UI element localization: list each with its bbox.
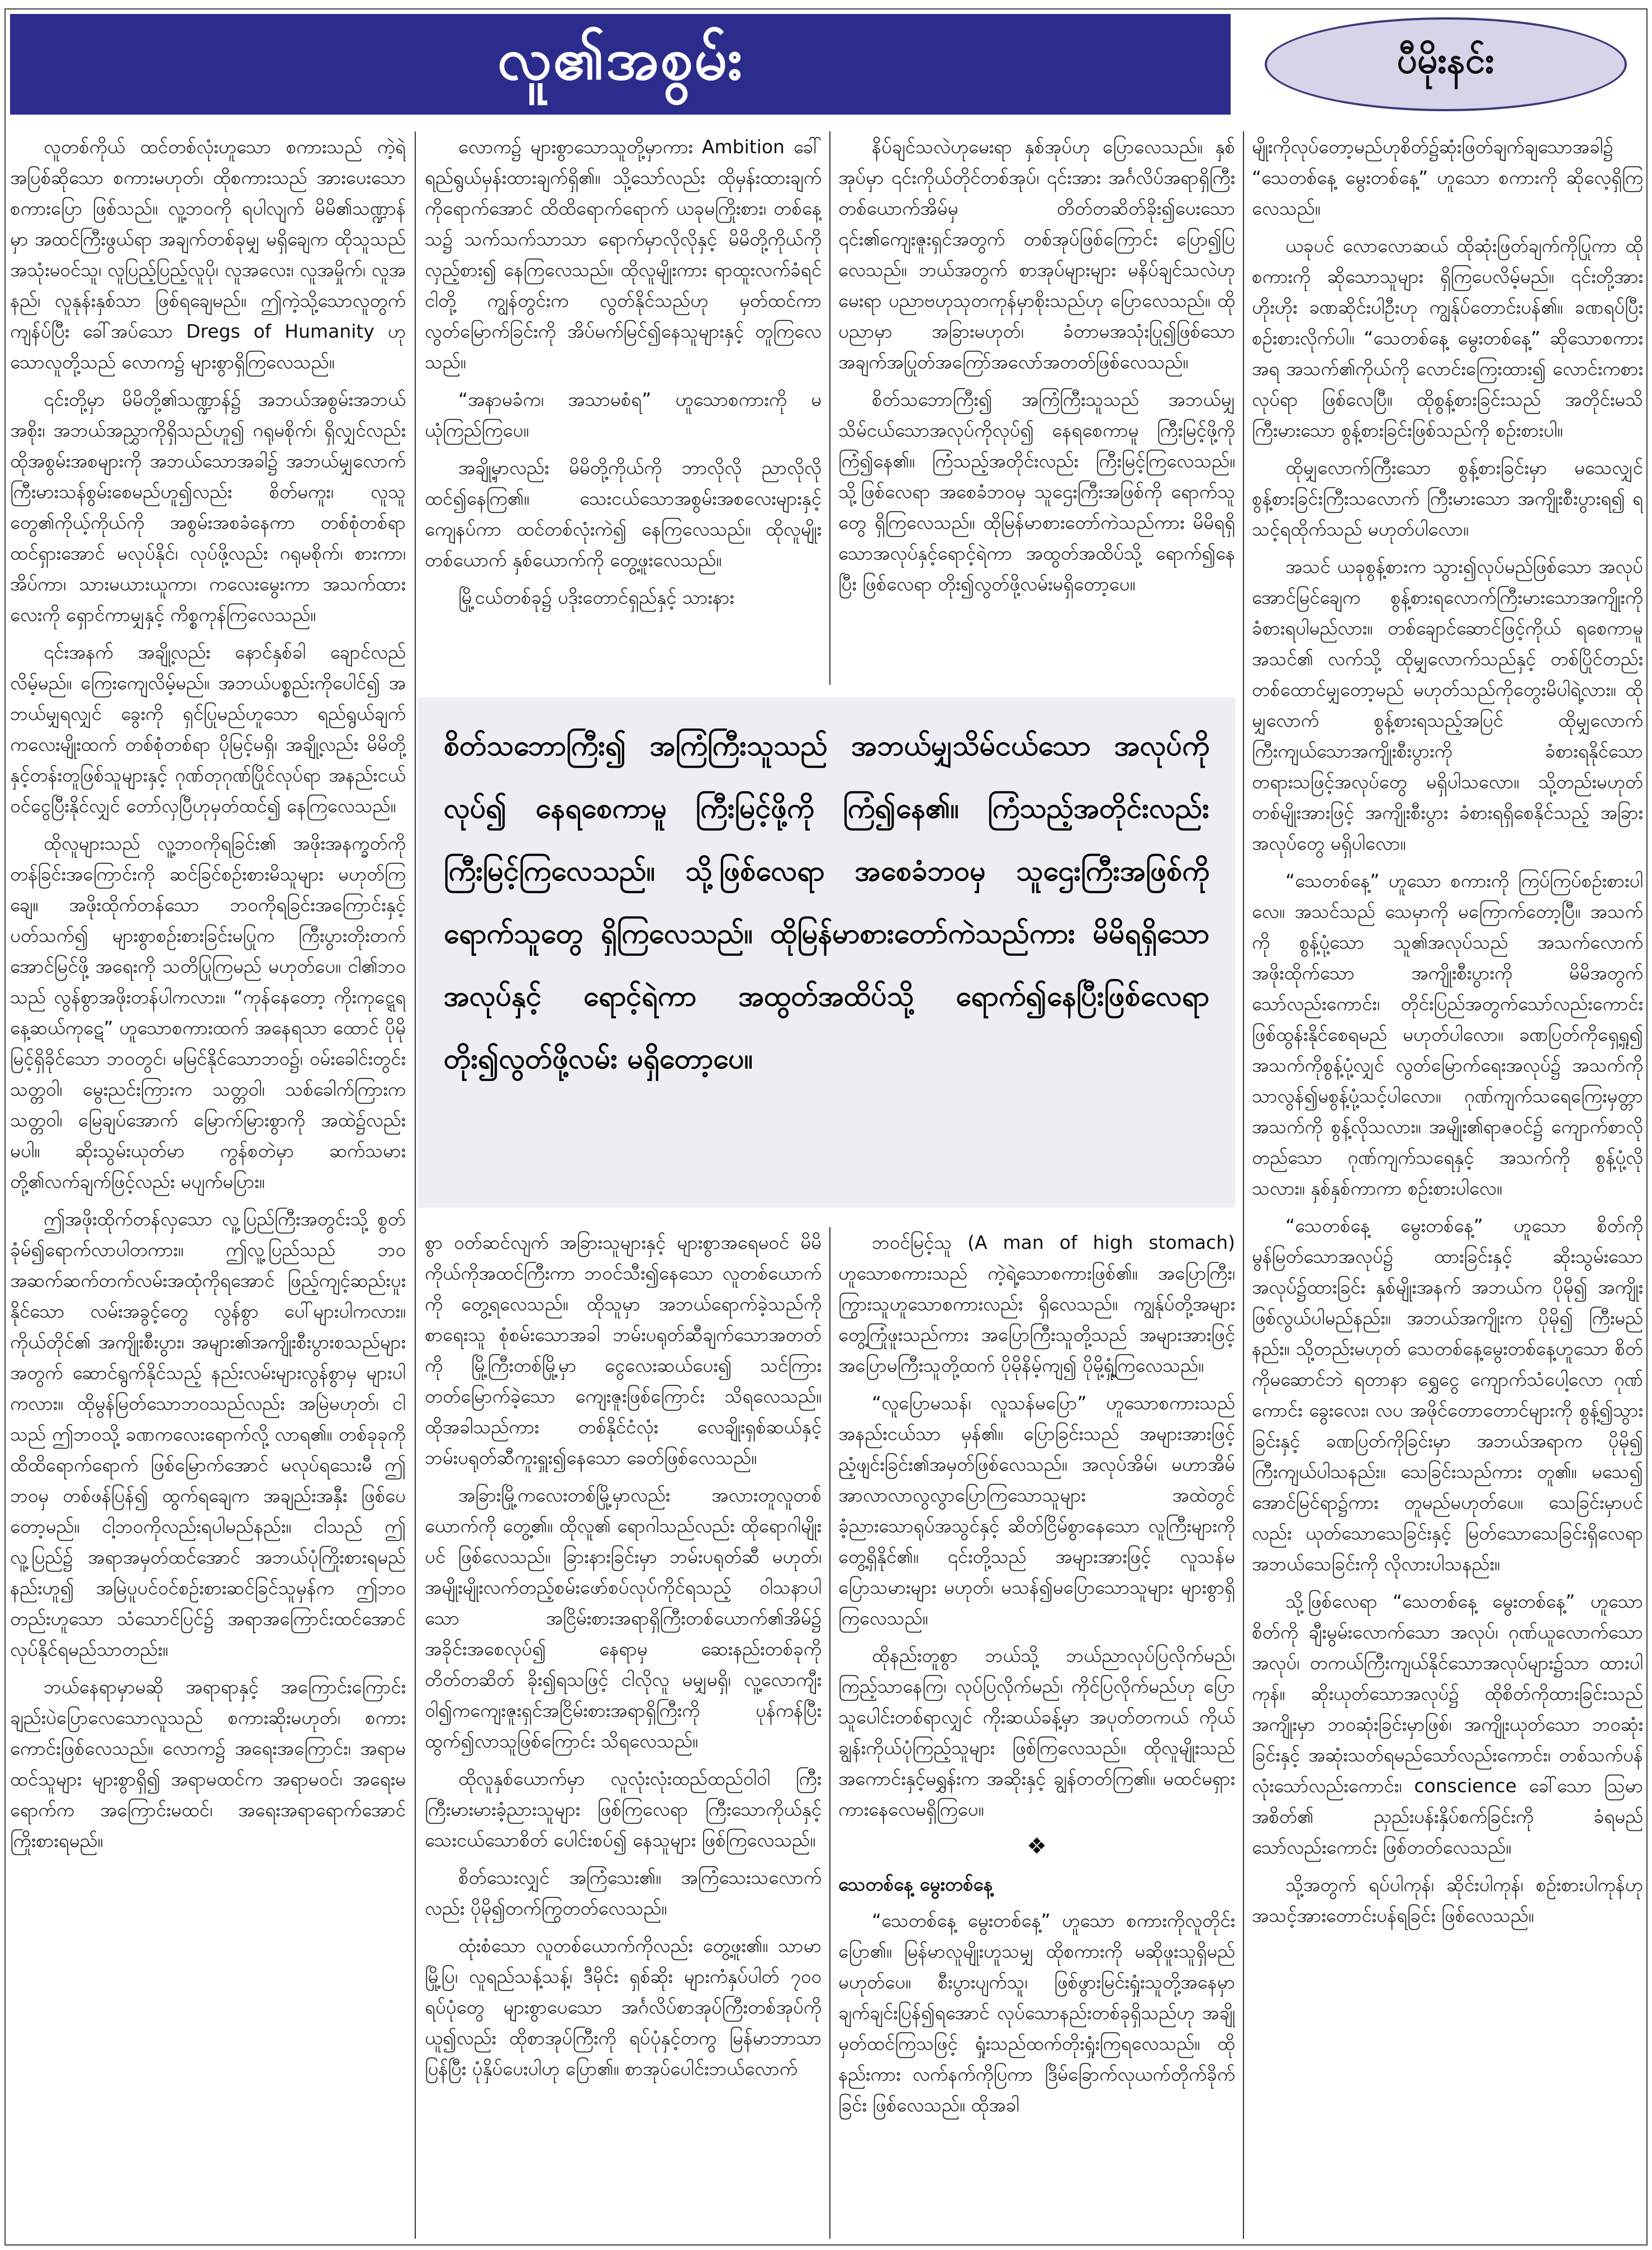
column-divider (1243, 131, 1244, 2239)
column-2-top (425, 131, 822, 679)
column-3-bottom (838, 1227, 1235, 2239)
section-divider-ornament: ❖ (1027, 1834, 1047, 1859)
paragraph: ထိုမျှလောက်ကြီးသော စွန့်စားခြင်းမှာ မသေလျှင် စွန့်စားခြင်းကြီးသလောက် ကြီးမားသော အကျိုးစီးပွားရ၍ ရသင့်ရထိုက်သည် မဟုတ်ပါလော။ (1252, 457, 1643, 540)
paragraph: စိတ်သဘောကြီး၍ အကြံကြီးသူသည် အဘယ်မျှ သိမ်ငယ်သောအလုပ်ကိုလုပ်၍ နေရစေကာမူ ကြီးမြင့်ဖို့ကို ကြံ၍နေ၏။ ကြံသည့်အတိုင်းလည်း ကြီးမြင့်ကြလေသည်။ သို့ဖြစ်လေရာ အစေခံဘဝမှ သူဌေးကြီးအဖြစ်ကို ရောက်သူတွေ ရှိကြလေသည်။ ထိုမြန်မာစားတော်ကဲသည်ကား မိမိရရှိသောအလုပ်နှင့်ရောင့်ရဲကာ အထွတ်အထိပ်သို့ ရောက်၍နေပြီး ဖြစ်လေရာ တိုး၍လွတ်ဖို့လမ်းမရှိတော့ပေ။ (838, 389, 1235, 595)
paragraph: “လူပြောမသန်၊ လူသန်မပြော” ဟူသောစကားသည် အနည်းငယ်သာ မှန်၏။ ပြောခြင်းသည် အများအားဖြင့် ညံ့ဖျင်းခြင်း၏အမှတ်ဖြစ်လေသည်။ အလုပ်အိမ်၊ မဟာအိမ်အာလာလာလွလွာပြောကြသောသူများ အထဲတွင် ခံ့ညားသောရုပ်အသွင်နှင့် ဆိတ်ငြိမ်စွာနေသော လူကြီးများကို တွေ့ရှိနိုင်၏။ ၎င်းတို့သည် အများအားဖြင့် လူသန်မပြောသမားများ မဟုတ်၊ မသန်၍မပြောသောသူများ များစွာရှိကြလေသည်။ (838, 1392, 1235, 1629)
paragraph: လူတစ်ကိုယ် ထင်တစ်လုံးဟူသော စကားသည် ကဲ့ရဲ့အပြစ်ဆိုသော စကားမဟုတ်၊ ထိုစကားသည် အားပေးသောစကားပြော ဖြစ်သည်။ လူ့ဘဝကို ရပါလျက် မိမိ၏သဏ္ဍာန်မှာ အထင်ကြီးဖွယ်ရာ အချက်တစ်ခုမျှ မရှိချေက ထိုသူသည် အသုံးမဝင်သူ၊ လူပြည့်ပြည့်လူပို၊ လူအလေး၊ လူအမှိုက်၊ လူအနည်၊ လူနုန်းနှစ်သာ ဖြစ်ရချေမည်။ ဤကဲ့သို့သောလူတွက် ကျန်ပ်ပြီး ခေါ်အပ်သော Dregs of Humanity ဟု သောလူတို့သည် လောက၌ များစွာရှိကြလေသည်။ (10, 136, 406, 373)
paragraph: လောက၌ များစွာသောသူတို့မှာကား Ambition ခေါ် ရည်ရွယ်မှန်းထားချက်ရှိ၏။ သို့သော်လည်း ထိုမှန်းထားချက်ကိုရောက်အောင် ထိထိရောက်ရောက် ယခုမကြိုးစား၊ တစ်နေ့သ၌ သက်သက်သာသာ ရောက်မှာလိုလိုနှင့် မိမိတို့ကိုယ်ကို လှည့်စား၍ နေကြလေသည်။ ထိုလူမျိုးကား ရာထူးလက်ခံရင် ငါတို့ ကျွန်တွင်းက လွတ်နိုင်သည်ဟု မှတ်ထင်ကာ လွတ်မြောက်ခြင်းကို အိပ်မက်မြင်၍နေသူများနှင့် တူကြလေသည်။ (425, 136, 822, 373)
paragraph: “အနာမခံက၊ အသာမစံရ” ဟူသောစကားကို မယုံကြည်ကြပေ။ (425, 389, 822, 441)
column-divider (829, 1227, 830, 2239)
pull-quote-text: စိတ်သဘောကြီး၍ အကြံကြီးသူသည် အဘယ်မျှသိမ်ငယ်သော အလုပ်ကိုလုပ်၍ နေရစေကာမူ ကြီးမြင့်ဖို့ကို ကြံ၍နေ၏။ ကြံသည့်အတိုင်းလည်း ကြီးမြင့်ကြလေသည်။ သို့ဖြစ်လေရာ အစေခံဘဝမှ သူဌေးကြီးအဖြစ်ကို ရောက်သူတွေ ရှိကြလေသည်။ ထိုမြန်မာစားတော်ကဲသည်ကား မိမိရရှိသောအလုပ်နှင့် ရောင့်ရဲကာ အထွတ်အထိပ်သို့ ရောက်၍နေပြီးဖြစ်လေရာ တိုး၍လွတ်ဖို့လမ်း မရှိတော့ပေ။ (444, 730, 1209, 1075)
paragraph: မြို့ငယ်တစ်ခု၌ ပဒိုးတောင်ရှည်နှင့် သားနား (458, 586, 734, 608)
paragraph: ၎င်းတို့မှာ မိမိတို့၏သဏ္ဍာန်၌ အဘယ်အစွမ်းအဘယ်အစိုး၊ အဘယ်အညွှာကိုရှိသည်ဟူ၍ ဂရုမစိုက်၊ ရှိလျှင်လည်း ထိုအစွမ်းအစများကို အဘယ်သောအခါ၌ အဘယ်မျှလောက် ကြီးမားသန်စွမ်းစေမည်ဟူ၍လည်း စိတ်မကူး၊ လူသူတွေ၏ကိုယ့်ကိုယ်ကို အစွမ်းအစခံနေကာ တစ်စုံတစ်ရာ ထင်ရှားအောင် မလုပ်နိုင်၊ လုပ်ဖို့လည်း ဂရုမစိုက်၊ စားကာ၊ အိပ်ကာ၊ သားမယားယူကာ၊ ကလေးမွေးကာ အသက်ထားလေးကို ရှောင်ကာမျှနှင့် ကိစ္စကုန်ကြလေသည်။ (10, 389, 406, 626)
paragraph: စိတ်သေးလျှင် အကြံသေး၏။ အကြံသေးသလောက်လည်း ပိုမို၍တက်ကြွတတ်လေသည်။ (425, 1867, 822, 1919)
paragraph: ထိုလူနှစ်ယောက်မှာ လူလုံးလုံးထည်ထည်ဝါဝါ ကြီးကြီးမားမားခံ့ညားသူများ ဖြစ်ကြလေရာ ကြီးသောကိုယ်နှင့် သေးငယ်သောစိတ် ပေါင်းစပ်၍ နေသူများ ဖြစ်ကြလေသည်။ (425, 1768, 822, 1851)
paragraph: ထိုလူများသည် လူ့ဘဝကိုရခြင်း၏ အဖိုးအနက္ခတ်ကိုတန်ခြင်းအကြောင်းကို ဆင်ခြင်စဉ်းစားမိသူများ မဟုတ်ကြချေ။ အဖိုးထိုက်တန်သော ဘဝကိုရခြင်းအကြောင်းနှင့်ပတ်သက်၍ များစွာစဉ်းစားခြင်းမပြုက ကြီးပွားတိုးတက်အောင်မြင်ဖို့ အရေးကို သတိပြုကြမည် မဟုတ်ပေ။ ငါ၏ဘဝသည် လွန်စွာအဖိုးတန်ပါကလား။ “ကုန်နေတော့ ကိုးကုဋ္ဋေရနေ့ဆယ်ကုဋေ” ဟူသောစကားထက် အနေရသာ ထောင် ပိုမိုမြင့်ရှိခိုင်သော ဘဝတွင်၊ မမြင်နိုင်သောဘဝ၌၊ ဝမ်းခေါင်းတွင်း သတ္တဝါ၊ မွေးညင်းကြားက သတ္တဝါ၊ သစ်ခေါက်ကြားက သတ္တဝါ၊ မြေချပ်အောက် မြောက်မြားစွာကို အထဲ၌လည်း မပါ။ ဆိုးသွမ်းယုတ်မာ ကွန်စတဲမှာ ဆက်သမားတို့၏လက်ချက်ဖြင့်လည်း မပျက်မပြား။ (10, 832, 406, 1192)
paragraph: “သေတစ်နေ့ မွေးတစ်နေ့” ဟူသော စကားကိုလူတိုင်းပြော၏။ မြန်မာလူမျိုးဟူသမျှ ထိုစကားကို မဆိုဖူးသူရှိမည် မဟုတ်ပေ။ စီးပွားပျက်သူ၊ ဖြစ်ဖွားမြင်းရှုံးသူတို့အနေမှာ ချက်ချင်းပြန်၍ရအောင် လုပ်သောနည်းတစ်ခုရှိသည်ဟု အချို့မှတ်ထင်ကြသဖြင့် ရှုံးသည်ထက်တိုးရှုံးကြရလေသည်။ ထိုနည်းကား လက်နက်ကိုပြကာ ဒြိမ်ခြောက်လုယက်တိုက်ခိုက်ခြင်း ဖြစ်လေသည်။ ထိုအခါ (838, 1910, 1235, 2116)
paragraph: “သေတစ်နေ့” ဟူသော စကားကို ကြပ်ကြပ်စဉ်းစားပါလေ။ အသင်သည် သေမှာကို မကြောက်တော့ပြီ။ အသက်ကို စွန့်ပုံ့သော သူ၏အလုပ်သည် အသက်လောက် အဖိုးထိုက်သော အကျိုးစီးပွားကို မိမိအတွက်သော်လည်းကောင်း၊ တိုင်းပြည်အတွက်သော်လည်းကောင်း ဖြစ်ထွန်းနိုင်စေရမည် မဟုတ်ပါလော။ ခဏပြတ်ကိုရှေ့ရှု၍ အသက်ကိုစွန့်ပုံ့လျှင် လွတ်မြောက်ရေးအလုပ်၌ အသက်ကိုသာလွန်၍မစွန့်ပုံ့သင့်ပါလော။ ဂုဏ်ကျက်သရေကြေးမှတ္တာ အသက်ကို စွန့်လိုသလား။ အမျိုး၏ရာဇဝင်၌ ကျောက်စာလို တည်သော ဂုဏ်ကျက်သရေနှင့် အသက်ကို စွန့်ပုံ့လို သလား။ နှစ်နှစ်ကာကာ စဉ်းစားပါလေ။ (1252, 870, 1643, 1199)
author-badge (1265, 17, 1627, 111)
paragraph: နိပ်ချင်သလဲဟုမေးရာ နှစ်အုပ်ဟု ပြောလေသည်။ နှစ်အုပ်မှာ ၎င်းကိုယ်တိုင်တစ်အုပ်၊ ၎င်းအား အင်္ဂလိပ်အရာရှိကြီးတစ်ယောက်အိမ်မှ တိတ်တဆိတ်ခိုး၍ပေးသော ၎င်း၏ကျေးဇူးရှင်အတွက် တစ်အုပ်ဖြစ်ကြောင်း ပြော၍ပြလေသည်။ ဘယ်အတွက် စာအုပ်များများ မနိပ်ချင်သလဲဟုမေးရာ ပညာဗဟုသုတကုန်မှာစိုးသည်ဟု ပြောလေသည်။ ထိုပညာမှာ အခြားမဟုတ်၊ ခံတာမအသုံးပြု၍ဖြစ်သော အချက်အပြုတ်အကြော်အလော်အတတ်ဖြစ်လေသည်။ (838, 136, 1235, 373)
paragraph: ထိုနည်းတူစွာ ဘယ်သို့ ဘယ်ညာလုပ်ပြလိုက်မည်၊ ကြည့်သာနေကြ၊ လုပ်ပြလိုက်မည်၊ ကိုင်ပြလိုက်မည်ဟု ပြောသူပေါင်းတစ်ရာလျှင် ကိုးဆယ်ခန့်မှာ အပုတ်တကယ် ကိုယ်ချွန်းကိုယ်ပုံကြည့်သူများ ဖြစ်ကြလေသည်။ ထိုလူမျိုးသည် အကောင်းနှင့်မရွှန်းက အဆိုးနှင့် ချွန်တတ်ကြ၏။ မထင်မရှားကားနေလေမရှိကြပေ။ (838, 1645, 1235, 1820)
paragraph: သို့ဖြစ်လေရာ “သေတစ်နေ့ မွေးတစ်နေ့” ဟူသောစိတ်ကို ချီးမွမ်းလောက်သော အလုပ်၊ ဂုဏ်ယူလောက်သောအလုပ်၊ တကယ်ကြီးကျယ်နိုင်သောအလုပ်များ၌သာ ထားပါကုန်။ ဆိုးယုတ်သောအလုပ်၌ ထိုစိတ်ကိုထားခြင်းသည် အကျိုးမှာ ဘဝဆုံးခြင်းမှာဖြစ်၊ အကျိုးယုတ်သော ဘဝဆုံးခြင်းနှင့် အဆုံးသတ်ရမည်သော်လည်းကောင်း၊ တစ်သက်ပန်လုံးသော်လည်းကောင်း၊ conscience ခေါ်သော ဩမာအစိတ်၏ ညှည်းပန်းနှိပ်စက်ခြင်းကို ခံရမည်သော်လည်းကောင်း ဖြစ်တတ်လေသည်။ (1252, 1590, 1643, 1858)
column-3-top (838, 131, 1235, 679)
column-2-bottom (425, 1227, 822, 2239)
paragraph: “သေတစ်နေ့ မွေးတစ်နေ့” ဟူသော စိတ်ကို မွန်မြတ်သောအလုပ်၌ ထားခြင်းနှင့် ဆိုးသွမ်းသော အလုပ်၌ထားခြင်း နှစ်မျိုးအနက် အဘယ်က ပိုမို၍ အကျိုးဖြစ်လွယ်ပါမည်နည်း။ အဘယ်အကျိုးက ပိုမို၍ ကြီးမည်နည်း။ သို့တည်းမဟုတ် သေတစ်နေ့မွေးတစ်နေ့ဟူသော စိတ်ကိုမဆောင်ဘဲ ရတာနာ ရွှေငွေ ကျောက်သံပေါ့လော ဂုဏ်ကောင်း ခွေးလေး၊ လပ အဖိုင်တောတောင်များကို စွန့်၍သွားခြင်းနှင့် ခဏပြတ်ကိုခြင်းမှာ အဘယ်အရာက ပိုမို၍ ကြီးကျယ်ပါသနည်း။ သေခြင်းသည်ကား တူ၏။ မသေ၍ အောင်မြင်ရာ၌ကား တူမည်မဟုတ်ပေ။ သေခြင်းမှာပင်လည်း ယုတ်သောသေခြင်းနှင့် မြတ်သောသေခြင်းရှိလေရာ အဘယ်သေခြင်းကို လိုလားပါသနည်း။ (1252, 1215, 1643, 1575)
column-divider (829, 131, 830, 685)
paragraph: အချို့မှာလည်း မိမိတို့ကိုယ်ကို ဘာလိုလို ညာလိုလို ထင်၍နေကြ၏။ သေးငယ်သောအစွမ်းအစလေးများနှင့်ကျေနပ်ကာ ထင်တစ်လုံးကဲ၍ နေကြလေသည်။ ထိုလူမျိုးတစ်ယောက် နှစ်ယောက်ကို တွေ့ဖူးလေသည်။ (425, 457, 822, 571)
article-title: လူ၏အစွမ်း (497, 25, 743, 93)
column-divider (415, 131, 416, 2239)
paragraph: အခြားမြို့ကလေးတစ်မြို့မှာလည်း အလားတူလူတစ်ယောက်ကို တွေ့၏။ ထိုလူ၏ ရောဂါသည်လည်း ထိုရောဂါမျိုးပင် ဖြစ်လေသည်။ ခြားနားခြင်းမှာ ဘမ်းပရုတ်ဆီ မဟုတ်၊ အမျိုးမျိုးလက်တည့်စမ်းဖော်စပ်လုပ်ကိုင်ရသည့် ဝါသနာပါသော အငြိမ်းစားအရာရှိကြီးတစ်ယောက်၏အိမ်၌ အခိုင်းအစေလုပ်၍ နေရာမှ ဆေးနည်းတစ်ခုကို တိတ်တဆိတ် ခိုး၍ရသဖြင့် ငါလိုလူ မမျှမရှိ၊ လူ့လောကျီးဝါ၍ကကျေးဇူးရှင်အငြိမ်းစားအရာရှိကြီးကို ပုန်ကန်ပြီး ထွက်၍လာသူဖြစ်ကြောင်း သိရလေသည်။ (425, 1484, 822, 1752)
paragraph: ဤအဖိုးထိုက်တန်လှသော လူ့ပြည်ကြီးအတွင်းသို့ စွတ်ခုံမ်၍ရောက်လာပါတကား။ ဤလူ့ပြည်သည် ဘဝအဆက်ဆက်တက်လမ်းအထုံကိုရအောင် ဖြည့်ကျင့်ဆည်းပူးနိုင်သော လမ်းအခွင့်တွေ လွန်စွာ ပေါ်များပါကလား။ ကိုယ်တိုင်၏ အကျိုးစီးပွား၊ အများ၏အကျိုးစီးပွားစသည်များအတွက် ဆောင်ရွက်နိုင်သည့် နည်းလမ်းများလွန်စွာမှ များပါကလား။ ထိုမွန်မြတ်သောဘဝသည်လည်း အမြဲမဟုတ်၊ ငါသည် ဤဘဝသို့ ခဏကလေးရောက်လို့ လာရ၏။ တစ်ခုခုကို ထိထိရောက်ရောက် ဖြစ်မြောက်အောင် မလုပ်ရသေးမီ ဤဘဝမှ တစ်ဖန်ပြန်၍ ထွက်ရချေက အချည်းအနှီး ဖြစ်ပေတော့မည်။ ငါ့ဘဝကိုလည်းရပါမည်နည်း။ ငါသည် ဤလူ့ပြည်၌ အရာအမှတ်ထင်အောင် အဘယ်ပုံကြိုးစားရမည်နည်းဟူ၍ အမြဲပူပင်ဝင်စဉ်းစားဆင်ခြင်သူမှန်က ဤဘဝတည်းဟူသော သံသောင်ပြင်၌ အရာအကြောင်းထင်အောင် လုပ်နိုင်ရမည်သာတည်း။ (10, 1208, 406, 1660)
author-box (1249, 14, 1642, 115)
pull-quote (418, 698, 1235, 1207)
paragraph: ၎င်းအနက် အချို့လည်း နောင်နှစ်ခါ ချောင်လည်လိမ့်မည်။ ကြေးကျေလိမ့်မည်။ အဘယ်ပစ္စည်းကိုပေါင်၍ အဘယ်မျှရလျှင် ခွေးကို ရှင်ပြုမည်ဟူသော ရည်ရွယ်ချက်ကလေးမျိုးထက် တစ်စုံတစ်ရာ ပိုမြင့်မရှိ၊ အချို့လည်း မိမိတို့နှင့်တန်းတူဖြစ်သူများနှင့် ဂုဏ်တုဂုဏ်ပြိုင်လုပ်ရာ အနည်းငယ်ဝင်ငွေပြီးနိုင်လျှင် တော်လှပြီဟုမှတ်ထင်၍ နေကြလေသည်။ (10, 641, 406, 817)
column-1 (10, 131, 406, 2239)
paragraph: ယခုပင် လောလောဆယ် ထိုဆုံးဖြတ်ချက်ကိုပြုကာ ထိုစကားကို ဆိုသောသူများ ရှိကြပေလိမ့်မည်။ ၎င်းတို့အား ဟိုးဟိုး ခဏဆိုင်းပါဦးဟု ကျွန်ုပ်တောင်းပန်၏။ ခဏရပ်ပြီး စဉ်းစားလိုက်ပါ။ “သေတစ်နေ့ မွေးတစ်နေ့” ဆိုသောစကားအရ အသက်၏ကိုယ်ကို လောင်းကြေးထား၍ လောင်းကစားလုပ်ရာ ဖြစ်လေပြီ။ ထိုစွန့်စားခြင်းသည် အတိုင်းမသိကြီးမားသော စွန့်စားခြင်းဖြစ်သည်ကို စဉ်းစားပါ။ (1252, 235, 1643, 441)
section-heading: သေတစ်နေ့ မွေးတစ်နေ့ (838, 1873, 993, 1895)
paragraph: အသင် ယခုစွန့်စားက သွား၍လုပ်မည်ဖြစ်သော အလုပ်အောင်မြင်ချေက စွန့်စားရလောက်ကြီးမားသောအကျိုးကို ခံစားရပါမည်လား။ တစ်ချောင်ဆောင်ဖြင့်ကိုယ် ရစေကာမူ အသင်၏ လက်သို့ ထိုမျှလောက်သည်နှင့် တစ်ပြိုင်တည်း တစ်ထောင်မျှတော့မည် မဟုတ်သည်ကိုတွေးမိပါရဲ့လား။ ထိုမျှလောက် စွန့်စားရသည့်အပြင် ထိုမျှလောက်ကြီးကျယ်သောအကျိုးစီးပွားကို ခံစားရနိုင်သော တရားသဖြင့်အလုပ်တွေ မရှိပါသလော။ သို့တည်းမဟုတ် တစ်မျိုးအားဖြင့် အကျိုးစီးပွား ခံစားရရှိစေနိုင်သည့် အခြားအလုပ်တွေ မရှိပါလော။ (1252, 556, 1643, 854)
author-name: ပီမိုးနင်း (1397, 40, 1494, 82)
paragraph: ထုံးစံသော လူတစ်ယောက်ကိုလည်း တွေ့ဖူး၏။ သာမာမြို့ပြ၊ လူရည်သန့်သန့်၊ ဒီမိုင်း ရှစ်ဆိုး များကံနှပ်ပါတ် ၇၀၀ ရပ်ပုံတွေ များစွာပေသော အင်္ဂလိပ်စာအုပ်ကြီးတစ်အုပ်ကို ယူ၍လည်း ထိုစာအုပ်ကြီးကို ရပ်ပုံနှင့်တကွ မြန်မာဘာသာပြန်ပြီး ပုံနှိပ်ပေးပါဟု ပြော၏။ စာအုပ်ပေါင်းဘယ်လောက် (425, 1935, 822, 2080)
column-4 (1252, 131, 1643, 2239)
paragraph: စွာ ဝတ်ဆင်လျက် အခြားသူများနှင့် များစွာအရေမဝင် မိမိကိုယ်ကိုအထင်ကြီးကာ ဘဝင်သီး၍နေသော လူတစ်ယောက်ကို တွေ့ရလေသည်။ ထိုသူမှာ အဘယ်ရောက်ခဲ့သည်ကို စာရေးသူ စုံစမ်းသောအခါ ဘမ်းပရုတ်ဆီချက်သောအတတ်ကို မြို့ကြီးတစ်မြို့မှာ ငွေလေးဆယ်ပေး၍ သင်ကြားတတ်မြောက်ခဲ့သော ကျေးဇူးဖြစ်ကြောင်း သိရလေသည်။ ထိုအခါသည်ကား တစ်နိုင်ငံလုံး လေချိုးရှစ်ဆယ်နှင့် ဘမ်းပရုတ်ဆီကူးရှူး၍နေသော ခေတ်ဖြစ်လေသည်။ (425, 1231, 822, 1469)
paragraph: ဘယ်နေရာမှာမဆို အရာရာနှင့် အကြောင်းကြောင်းချည်းပဲပြောလေသောလူသည် စကားဆိုးမဟုတ်၊ စကားကောင်းဖြစ်လေသည်။ လောက၌ အရေးအကြောင်း၊ အရာမထင်သူများ များစွာရှိ၍ အရာမထင်က အရာမဝင်၊ အရေးမရောက်က အကြောင်းမထင်၊ အရေးအရာရောက်အောင် ကြိုးစားရမည်။ (10, 1676, 406, 1851)
title-banner (10, 14, 1231, 115)
paragraph: ဘဝင်မြင့်သူ (A man of high stomach) ဟူသောစကားသည် ကဲ့ရဲ့သောစကားဖြစ်၏။ အပြောကြီး၊ ကြွားသူဟူသောစကားလည်း ရှိလေသည်။ ကျွန်ုပ်တို့အများ တွေ့ကြုံဖူးသည်ကား အပြောကြီးသူတို့သည် အများအားဖြင့် အပြောမကြီးသူတို့ထက် ပိုမိုနိမ့်ကျ၍ ပိုမို့ရှုံ့ကြလေသည်။ (838, 1231, 1235, 1376)
paragraph: သို့အတွက် ရပ်ပါကုန်၊ ဆိုင်းပါကုန်၊ စဉ်းစားပါကုန်ဟု အသင့်အားတောင်းပန်ရခြင်း ဖြစ်လေသည်။ (1252, 1874, 1643, 1926)
paragraph: မျိုးကိုလုပ်တော့မည်ဟုစိတ်၌ဆုံးဖြတ်ချက်ချသောအခါ၌ “သေတစ်နေ့ မွေးတစ်နေ့” ဟူသော စကားကို ဆိုလေ့ရှိကြလေသည်။ (1252, 136, 1643, 219)
